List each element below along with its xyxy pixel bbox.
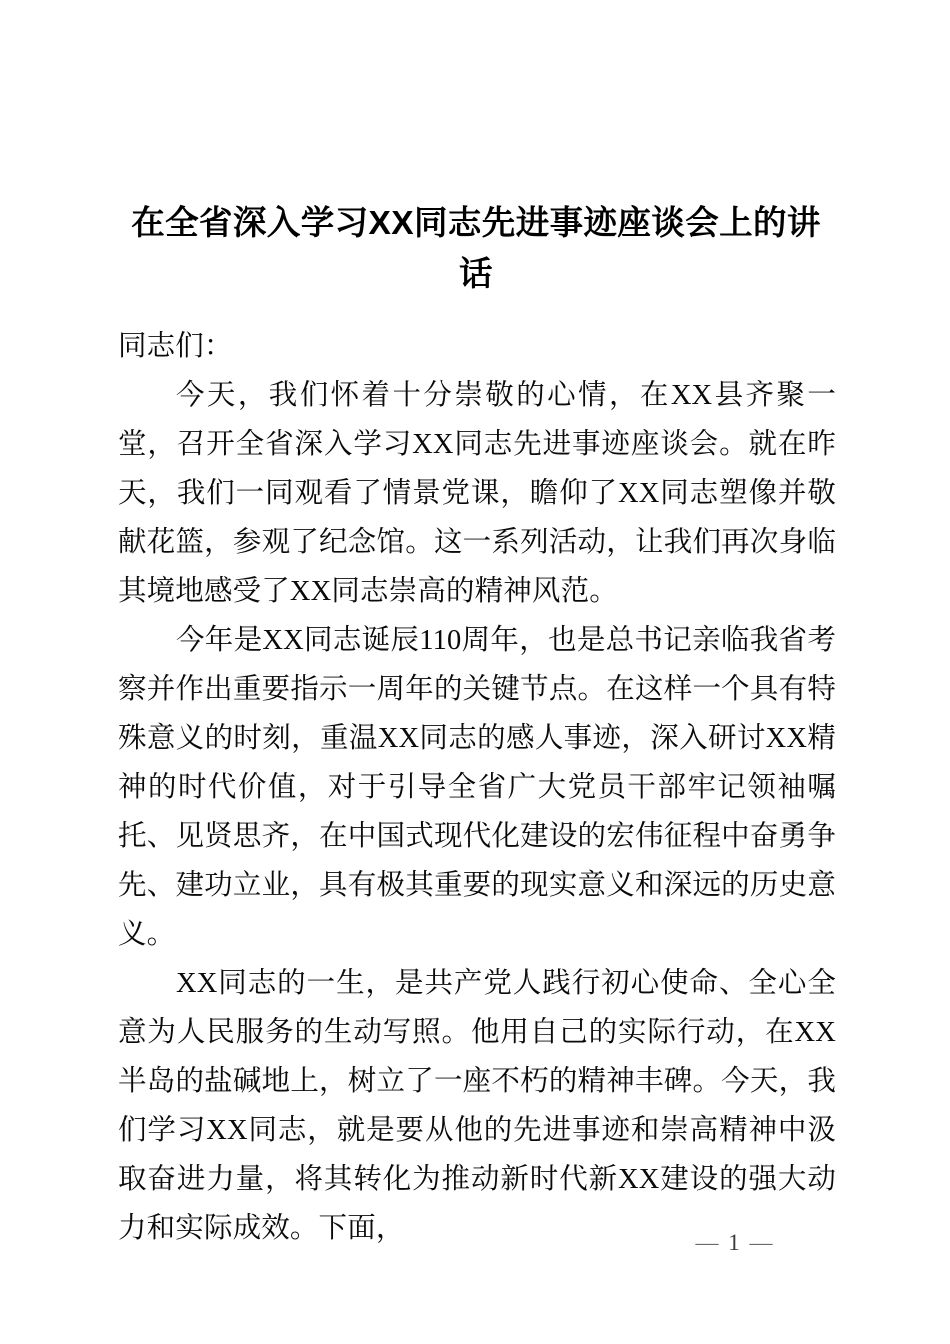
footer-left-dash: — [695,1230,721,1255]
body-paragraph-2: 今年是XX同志诞辰110周年，也是总书记亲临我省考察并作出重要指示一周年的关键节点。在这样一个具有特殊意义的时刻，重温XX同志的感人事迹，深入研讨XX精神的时代价值，对于引导全省广大党员干部牢记领袖嘱托、见贤思齐，在中国式现代化建设的宏伟征程中奋勇争先、建功立业，具有极其重要的现实意义和深远的历史意义。 [118,625,836,950]
document-body [118,322,836,1253]
body-paragraph-1: 今天，我们怀着十分崇敬的心情，在XX县齐聚一堂，召开全省深入学习XX同志先进事迹座谈会。就在昨天，我们一同观看了情景党课，瞻仰了XX同志塑像并敬献花篮，参观了纪念馆。这一系列活动，让我们再次身临其境地感受了XX同志崇高的精神风范。 [118,380,836,607]
body-paragraph-3: XX同志的一生，是共产党人践行初心使命、全心全意为人民服务的生动写照。他用自己的实际行动，在XX半岛的盐碱地上，树立了一座不朽的精神丰碑。今天，我们学习XX同志，就是要从他的先进事迹和崇高精神中汲取奋进力量，将其转化为推动新时代新XX建设的强大动力和实际成效。下面， [118,968,836,1244]
salutation-line: 同志们： [118,331,233,362]
footer-right-dash: — [749,1230,775,1255]
page-number: 1 [728,1230,742,1255]
page-title: 在全省深入学习XX同志先进事迹座谈会上的讲话 [131,205,821,294]
page-footer [0,1230,950,1256]
